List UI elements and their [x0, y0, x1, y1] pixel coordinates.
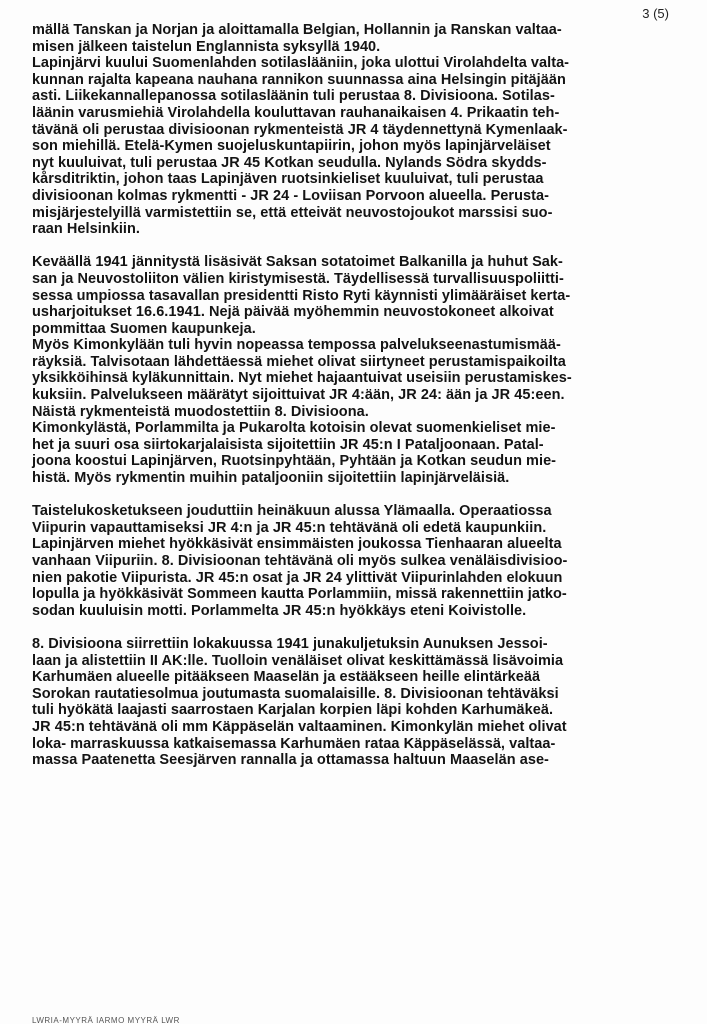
text-line: joona koostui Lapinjärven, Ruotsinpyhtään, Pyhtään ja Kotkan seudun mie-: [32, 453, 557, 470]
text-line: JR 45:n tehtävänä oli mm Käppäselän valtaaminen. Kimonkylän miehet olivat: [32, 718, 567, 735]
text-line: kårsditriktin, johon taas Lapinjäven ruotsinkieliset kuuluivat, tuli perustaa: [32, 171, 544, 188]
text-line: histä. Myös rykmentin muihin pataljooniin sijoitettiin lapinjärveläisiä.: [32, 470, 510, 487]
paragraph-gap: [32, 487, 692, 504]
paragraph-gap: [32, 238, 692, 255]
text-line: laan ja alistettiin II AK:lle. Tuolloin venäläiset olivat keskittämässä lisävoimia: [32, 652, 564, 669]
text-line: Taistelukosketukseen jouduttiin heinäkuun alussa Ylämaalla. Operaatiossa: [32, 503, 552, 520]
text-line: nien pakotie Viipurista. JR 45:n osat ja JR 24 ylittivät Viipurinlahden elokuun: [32, 569, 563, 586]
text-line: sessa umpiossa tasavallan presidentti Risto Ryti käynnisti ylimääräiset kerta-: [32, 287, 571, 304]
paragraph-1: [32, 22, 692, 238]
text-line: Viipurin vapauttamiseksi JR 4:n ja JR 45:n tehtävänä oli edetä kaupunkiin.: [32, 519, 547, 536]
text-line: nyt kuuluivat, tuli perustaa JR 45 Kotkan seudulla. Nylands Södra skydds-: [32, 154, 547, 171]
text-line: Myös Kimonkylään tuli hyvin nopeassa tempossa palvelukseenastumismää-: [32, 337, 561, 354]
paragraph-3: [32, 503, 692, 619]
text-line: son miehillä. Etelä-Kymen suojeluskuntapiirin, johon myös lapinjärveläiset: [32, 138, 551, 155]
text-line: raan Helsinkiin.: [32, 221, 140, 238]
text-line: tävänä oli perustaa divisioonan rykmenteistä JR 4 täydennettynä Kymenlaak-: [32, 121, 568, 138]
text-line: Keväällä 1941 jännitystä lisäsivät Saksan sotatoimet Balkanilla ja huhut Sak-: [32, 254, 563, 271]
text-line: Sorokan rautatiesolmua joutumasta suomalaisille. 8. Divisioonan tehtäväksi: [32, 685, 559, 702]
paragraph-gap: [32, 619, 692, 636]
text-line: tuli hyökätä laajasti saarrostaen Karjalan korpien läpi kohden Karhumäkeä.: [32, 702, 554, 719]
text-line: 8. Divisioona siirrettiin lokakuussa 1941 junakuljetuksin Aunuksen Jessoi-: [32, 635, 548, 652]
text-line: kunnan rajalta kapeana nauhana rannikon suunnassa aina Helsingin pitäjään: [32, 71, 566, 88]
text-line: sodan kuuluisin motti. Porlammelta JR 45:n hyökkäys eteni Koivistolle.: [32, 602, 527, 619]
text-line: san ja Neuvostoliiton välien kiristymisestä. Täydellisessä turvallisuuspoliitti-: [32, 270, 564, 287]
text-line: kuksiin. Palvelukseen määrätyt sijoittuivat JR 4:ään, JR 24: ään ja JR 45:een.: [32, 387, 565, 404]
text-line: mällä Tanskan ja Norjan ja aloittamalla Belgian, Hollannin ja Ranskan valtaa-: [32, 22, 562, 38]
text-line: loka- marraskuussa katkaisemassa Karhumäen rataa Käppäselässä, valtaa-: [32, 735, 556, 752]
text-line: läänin varusmiehiä Virolahdella kouluttavan rauhanaikaisen 4. Prikaatin teh-: [32, 104, 560, 121]
text-line: Näistä rykmenteistä muodostettiin 8. Divisioona.: [32, 403, 369, 420]
text-line: vanhaan Viipuriin. 8. Divisioonan tehtävänä oli myös sulkea venäläisdivisioo-: [32, 553, 568, 569]
paragraph-2: [32, 254, 692, 486]
paragraph-4: [32, 636, 692, 769]
text-line: Lapinjärven miehet hyökkäsivät ensimmäisten joukossa Tienhaaran alueelta: [32, 536, 562, 553]
text-line: pommittaa Suomen kaupunkeja.: [32, 320, 256, 337]
text-line: misen jälkeen taistelun Englannista syksyllä 1940.: [32, 38, 381, 55]
text-line: lopulla ja hyökkäsivät Sommeen kautta Porlammiin, missä rakennettiin jatko-: [32, 586, 567, 603]
text-line: Karhumäen alueelle pitääkseen Maaselän ja estääkseen heille elintärkeää: [32, 669, 541, 686]
text-line: divisioonan kolmas rykmentti - JR 24 - Loviisan Porvoon alueella. Perusta-: [32, 187, 549, 204]
text-line: usharjoitukset 16.6.1941. Nejä päivää myöhemmin neuvostokoneet alkoivat: [32, 304, 554, 321]
text-line: asti. Liikekannallepanossa sotilasläänin tuli perustaa 8. Divisioona. Sotilas-: [32, 88, 555, 105]
document-body: [32, 22, 692, 769]
text-line: yksikköihinsä kyläkunnittain. Nyt miehet hajaantuivat useisiin perustamiskes-: [32, 370, 572, 387]
text-line: räyksiä. Talvisotaan lähdettäessä miehet olivat siirtyneet perustamispaikoilta: [32, 353, 566, 370]
text-line: Kimonkylästä, Porlammilta ja Pukarolta kotoisin olevat suomenkieliset mie-: [32, 420, 556, 437]
page-number: 3 (5): [642, 6, 669, 21]
text-line: het ja suuri osa siirtokarjalaisista sijoitettiin JR 45:n I Pataljoonaan. Patal-: [32, 436, 544, 453]
text-line: misjärjestelyillä varmistettiin se, että etteivät neuvostojoukot marssisi suo-: [32, 204, 553, 221]
text-line: massa Paatenetta Seesjärven rannalla ja ottamassa haltuun Maaselän ase-: [32, 752, 549, 769]
text-line: Lapinjärvi kuului Suomenlahden sotilaslääniin, joka ulottui Virolahdelta valta-: [32, 55, 570, 72]
page-footer: LWRIA-MYYRÄ IARMO MYYRÄ LWR: [32, 1016, 180, 1024]
